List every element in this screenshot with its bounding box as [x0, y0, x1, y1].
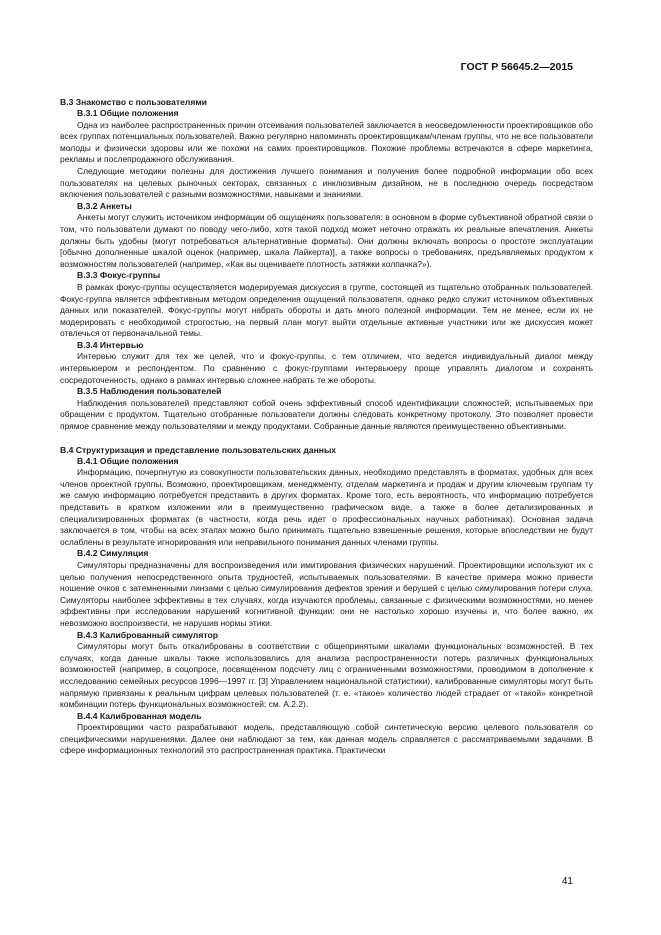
- subsection-title-b41: B.4.1 Общие положения: [77, 455, 179, 466]
- subsection-title-b44: B.4.4 Калиброванная модель: [77, 710, 202, 721]
- subsection-title-b31: B.3.1 Общие положения: [77, 108, 179, 118]
- section-spacer: [60, 433, 593, 444]
- section-heading-b3: B.3 Знакомство с пользователями: [60, 97, 207, 107]
- paragraph: Симуляторы предназначены для воспроизведения или имитирования физических нарушений. Проектировщики используют их с целью получения непосредственного опыта трудностей, испытываемых пользователями. В качестве примера можно привести ношение очков с затемненными линзами с целью симулирования дефектов зрения и берушей с целью симулирования потери слуха. Симуляторы наиболее эффективны в тех случаях, когда изучаются проблемы, связанные с физическими возможностями, но менее эффективны при исследовании нарушений когнитивной функции: они не настолько хорошо изучены и, что более важно, их невозможно воспроизвести, не нарушив нормы этики.: [60, 559, 593, 628]
- subsection-title-b35: B.3.5 Наблюдения пользователей: [77, 386, 222, 397]
- paragraph: Анкеты могут служить источником информации об ощущениях пользователя: в основном в форме субъективной обратной связи о том, что пользователи думают по поводу чего-либо, хотя такой подход может неточно отражать их реальные впечатления. Анкеты должны быть удобны (могут потребоваться альтернативные форматы). Они должны включать вопросы о простоте эксплуатации [обычно дополненные шкалой оценок (например, шкала Лайкерта)], а также вопросы о требованиях, предъявляемых продуктом к возможностям пользователей (например, «Как вы оцениваете плотность затяжки колпачка?»).: [60, 212, 593, 269]
- section-heading-b4: B.4 Структуризация и представление пользовательских данных: [60, 444, 337, 455]
- page-number: 41: [561, 876, 573, 887]
- subsection-title-b32: B.3.2 Анкеты: [77, 200, 132, 211]
- paragraph: Интервью служит для тех же целей, что и фокус-группы, с тем отличием, что ведется индивидуальный диалог между интервьюером и респондентом. По сравнению с фокус-группами интервьюеру проще управлять диалогом и сохранять сосредоточенность, однако в рамках интервью сложнее набрать те же обороты.: [60, 351, 593, 385]
- subsection-title-b42: B.4.2 Симуляция: [77, 548, 149, 559]
- paragraph: В рамках фокус-группы осуществляется модерируемая дискуссия в группе, состоящей из тщательно отобранных пользователей. Фокус-группа является эффективным методом определения ощущений пользователя, однако редко служит источником объективных данных или показателей. Фокус-группы могут набрать обороты и дать много полезной информации. Тем не менее, если их не модерировать с необходимой строгостью, на первый план могут выйти отдельные активные участники или же дискуссия может отвлечься от первоначальной темы.: [60, 281, 593, 339]
- paragraph: Одна из наиболее распространенных причин отсеивания пользователей заключается в неосведомленности проектировщиков обо всех группах потенциальных пользователей. Важно регулярно напоминать проектировщикам/членам группы, что не все пользователи молоды и физически здоровы или же похожи на самих проектировщиков. Похожие проблемы встречаются в сфере маркетинга, рекламы и послепродажного обслуживания.: [60, 119, 593, 165]
- page-content: [60, 96, 593, 757]
- subsection-title-b34: B.3.4 Интервью: [77, 339, 144, 350]
- subsection-title-b43: B.4.3 Калиброванный симулятор: [77, 629, 218, 640]
- paragraph: Информацию, почерпнутую из совокупности пользовательских данных, необходимо представлять в форматах, удобных для всех членов проектной группы. Возможно, проектировщикам, менеджменту, отделам маркетинга и продаж и другим ключевым группам ту же самую информацию потребуется представить в других форматах. Кроме того, есть вероятность, что информацию потребуется представить в кратком изложении или в преимущественно графическом виде, а также в более детализированных и специализированных форматах (в частности, когда речь идет о профессиональных научных работниках). Основная задача заключается в том, чтобы на всех этапах можно было принимать тщательно взвешенные решения, которые впоследствии не будут ослаблены в результате игнорирования или неправильного понимания данных членами группы.: [60, 467, 593, 547]
- paragraph: Проектировщики часто разрабатывают модель, представляющую собой синтетическую версию целевого пользователя со специфическими нарушениями. Далее они наблюдают за тем, как данная модель справляется с рассматриваемыми задачами. В сфере информационных технологий это распространенная практика. Практически: [60, 722, 593, 756]
- paragraph: Симуляторы могут быть откалиброваны в соответствии с общепринятыми шкалами функциональных возможностей. В тех случаях, когда данные шкалы также использовались для анализа распространенности потерь различных функциональных возможностей (например, в соцопросе, посвященном подсчету лиц с ограниченными возможностями, проводимом в дополнение к исследованию семейных ресурсов 1996—1997 гг. [3] Управлением национальной статистики), калиброванные симуляторы могут быть напрямую привязаны к реальным цифрам целевых пользователей (т. е. «такое» количество людей страдает от «такой» конкретной комбинации потерь функциональных возможностей; см. A.2.2).: [60, 641, 593, 710]
- subsection-title-b33: B.3.3 Фокус-группы: [77, 270, 161, 281]
- document-header: ГОСТ Р 56645.2—2015: [460, 61, 573, 73]
- paragraph: Наблюдения пользователей представляют собой очень эффективный способ идентификации сложностей, испытываемых при обращении с продуктом. Тщательно отобранные пользователи должны следовать конкретному протоколу. Это позволяет провести прямое сравнение между пользователями и между продуктами. Собранные данные являются преимущественно объективными.: [60, 397, 593, 432]
- paragraph: Следующие методики полезны для достижения лучшего понимания и получения более подробной информации обо всех пользователях на целевых рыночных секторах, связанных с инклюзивным дизайном, не в последнюю очередь посредством включения пользователей с разными возможностями, навыками и знаниями.: [60, 165, 593, 200]
